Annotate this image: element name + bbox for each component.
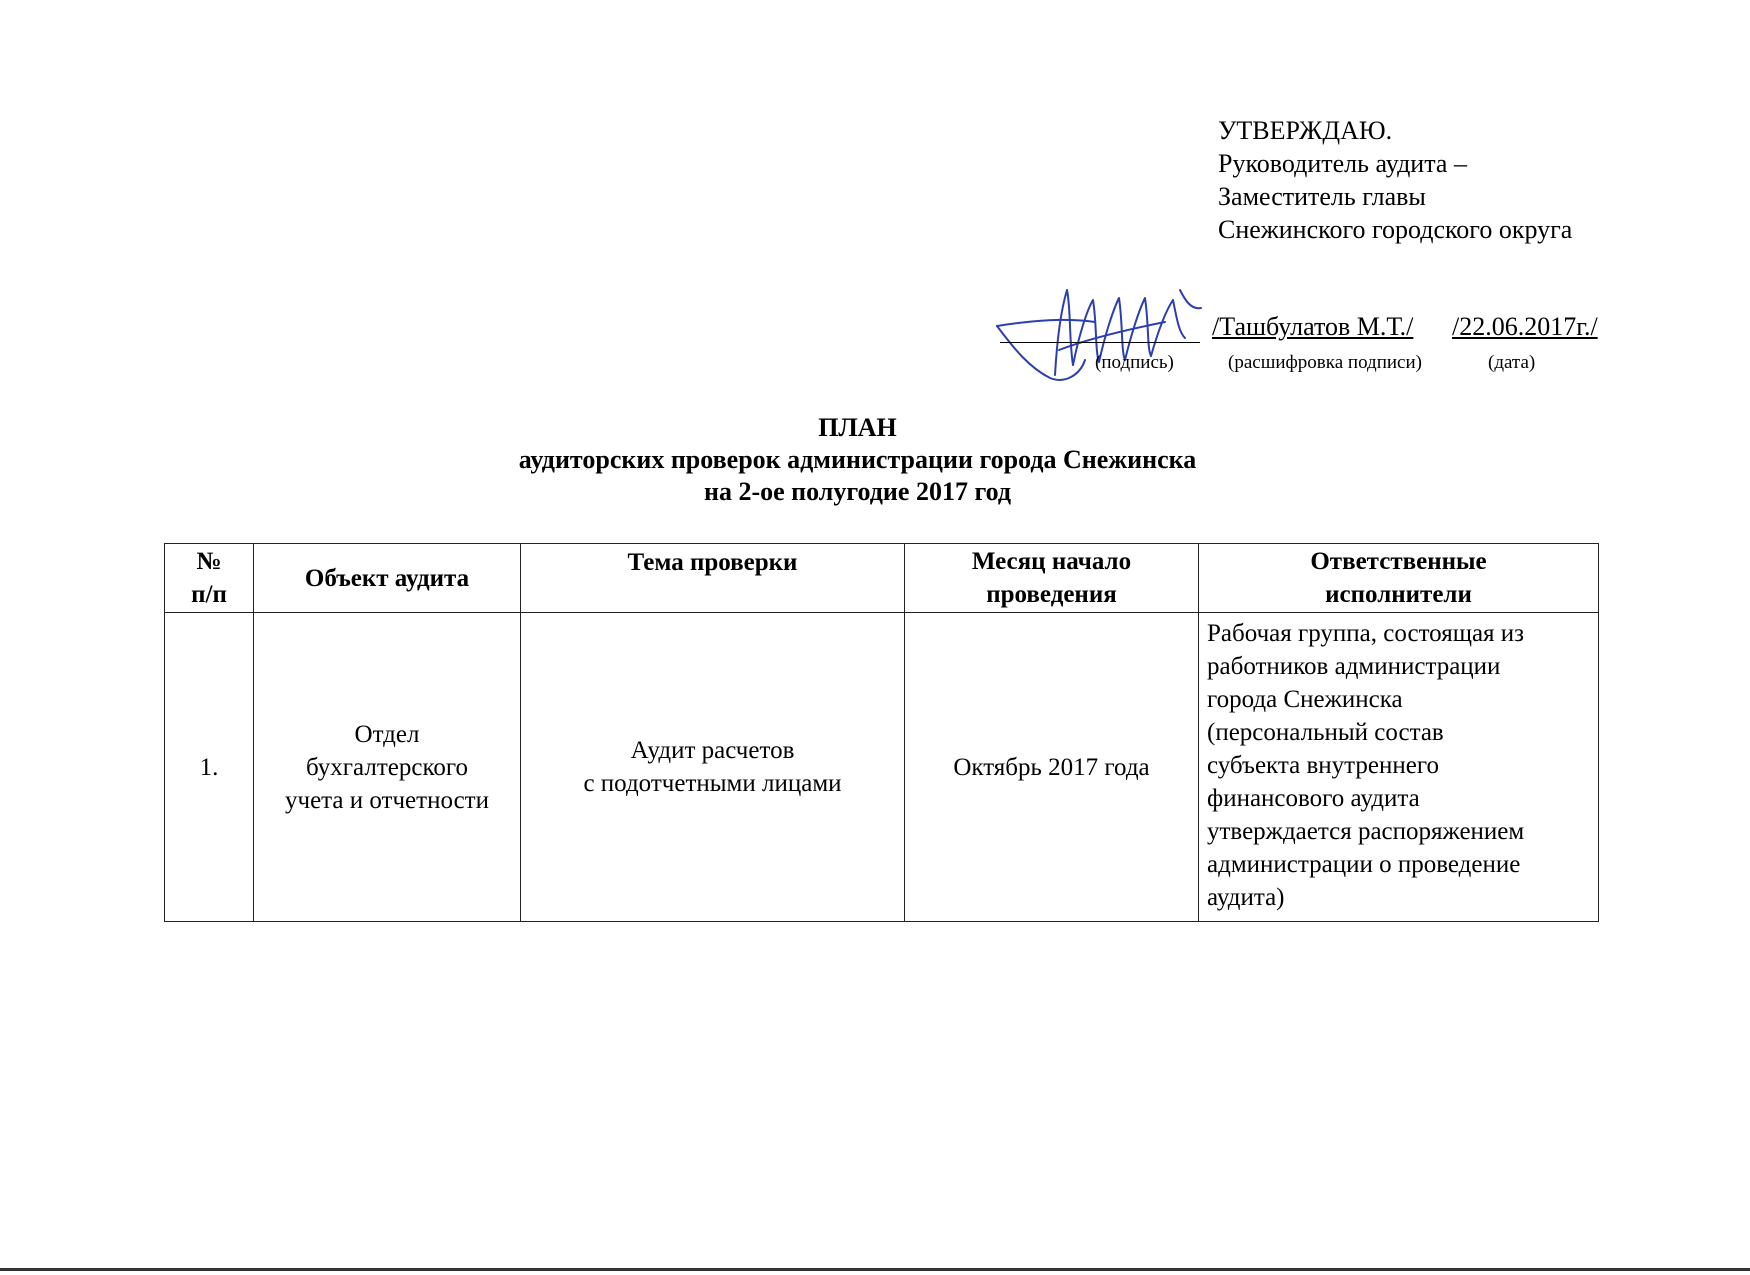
cell-responsible: Рабочая группа, состоящая из работников администрации города Снежинска (персональный состав субъекта внутреннего финансового аудита утверждается распоряжением администрации о проведение аудита): [1199, 613, 1599, 922]
header-responsible: Ответственные исполнители: [1199, 544, 1599, 613]
scan-edge-line: [0, 1268, 1750, 1271]
audit-plan-table: [164, 543, 1599, 922]
signature-blank-line: [1000, 342, 1200, 343]
signature-name: /Ташбулатов М.Т./: [1212, 312, 1414, 341]
cell-topic: Аудит расчетов с подотчетными лицами: [521, 613, 905, 922]
approval-role: Заместитель главы: [1218, 182, 1426, 211]
plan-title-main: ПЛАН: [818, 413, 897, 442]
plan-title-subject: аудиторских проверок администрации города Снежинска: [518, 445, 1197, 474]
cell-object: Отдел бухгалтерского учета и отчетности: [254, 613, 521, 922]
plan-title-period: на 2-ое полугодие 2017 год: [703, 477, 1012, 506]
approval-heading: УТВЕРЖДАЮ.: [1218, 116, 1393, 145]
caption-decode: (расшифровка подписи): [1228, 352, 1422, 373]
header-number: № п/п: [165, 544, 254, 613]
table-row: [165, 613, 1599, 922]
header-month: Месяц начало проведения: [905, 544, 1199, 613]
plan-title: [0, 412, 1715, 508]
header-topic: Тема проверки: [521, 544, 905, 613]
approval-organization: Снежинского городского округа: [1218, 215, 1573, 244]
header-object: Объект аудита: [254, 544, 521, 613]
cell-month: Октябрь 2017 года: [905, 613, 1199, 922]
cell-number: 1.: [165, 613, 254, 922]
caption-date: (дата): [1488, 352, 1536, 373]
approval-position: Руководитель аудита –: [1218, 149, 1467, 178]
caption-signature: (подпись): [1095, 352, 1174, 373]
approval-block: [1218, 114, 1572, 246]
signature-date: /22.06.2017г./: [1452, 312, 1598, 341]
table-header-row: [165, 544, 1599, 613]
